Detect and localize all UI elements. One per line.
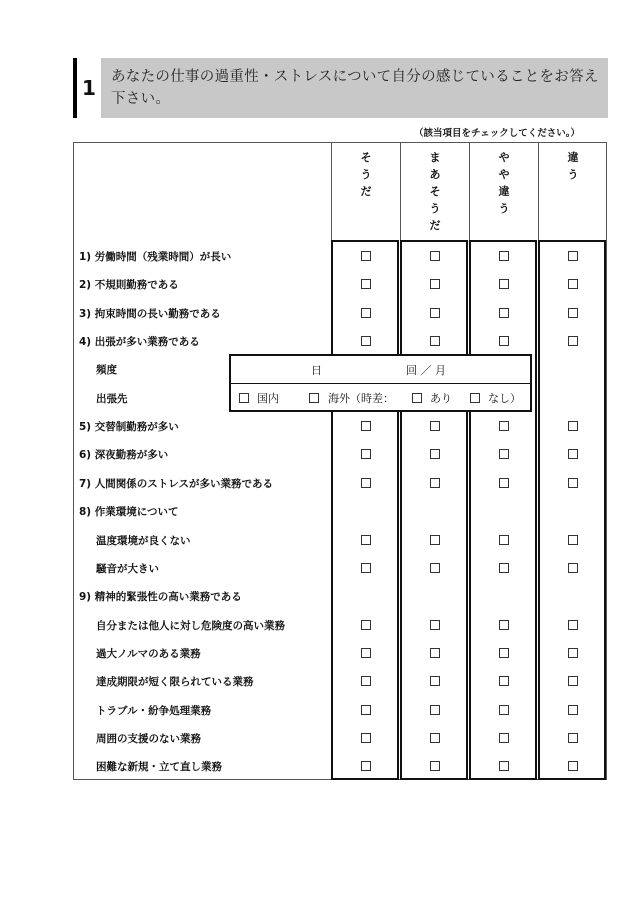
row-label: 2) 不規則勤務である [79, 279, 179, 292]
answer-checkbox[interactable] [361, 733, 371, 743]
answer-checkbox[interactable] [568, 648, 578, 658]
answer-checkbox[interactable] [568, 421, 578, 431]
answer-checkbox[interactable] [499, 620, 509, 630]
row-label: 6) 深夜勤務が多い [79, 449, 169, 462]
answer-checkbox[interactable] [499, 705, 509, 715]
time-diff-no-label: なし） [488, 392, 521, 405]
row-label: 3) 拘束時間の長い勤務である [79, 307, 221, 320]
answer-checkbox[interactable] [568, 676, 578, 686]
answer-checkbox[interactable] [361, 308, 371, 318]
answer-checkbox[interactable] [568, 308, 578, 318]
answer-checkbox[interactable] [361, 563, 371, 573]
answer-checkbox[interactable] [361, 449, 371, 459]
row-label: 過大ノルマのある業務 [96, 647, 201, 660]
time-diff-no-checkbox[interactable] [470, 393, 480, 403]
row-label: 8) 作業環境について [79, 506, 179, 519]
choice-column-chigau [538, 240, 606, 780]
answer-checkbox[interactable] [361, 676, 371, 686]
answer-checkbox[interactable] [430, 648, 440, 658]
question-header [73, 58, 608, 118]
answer-checkbox[interactable] [361, 251, 371, 261]
choice-column-maa-sou-da [400, 240, 468, 780]
row-label: 困難な新規・立て直し業務 [96, 761, 222, 774]
frequency-day-label: 日 [311, 364, 322, 377]
row-label: 達成期限が短く限られている業務 [96, 676, 254, 689]
answer-checkbox[interactable] [568, 336, 578, 346]
row-label: 騒音が大きい [96, 562, 159, 575]
domestic-checkbox[interactable] [239, 393, 249, 403]
answer-checkbox[interactable] [430, 279, 440, 289]
answer-checkbox[interactable] [499, 535, 509, 545]
time-diff-yes-checkbox[interactable] [412, 393, 422, 403]
row-label: 5) 交替制勤務が多い [79, 421, 179, 434]
answer-checkbox[interactable] [430, 449, 440, 459]
row-label: 9) 精神的緊張性の高い業務である [79, 591, 242, 604]
answer-checkbox[interactable] [361, 761, 371, 771]
answer-checkbox[interactable] [568, 705, 578, 715]
answer-checkbox[interactable] [430, 620, 440, 630]
answer-checkbox[interactable] [568, 620, 578, 630]
answer-checkbox[interactable] [361, 478, 371, 488]
overseas-checkbox[interactable] [309, 393, 319, 403]
row-label: 1) 労働時間（残業時間）が長い [79, 251, 232, 263]
answer-checkbox[interactable] [568, 478, 578, 488]
time-diff-yes-label: あり [430, 392, 452, 405]
answer-checkbox[interactable] [430, 563, 440, 573]
row-label: 頻度 [96, 364, 117, 377]
answer-checkbox[interactable] [361, 279, 371, 289]
answer-checkbox[interactable] [568, 761, 578, 771]
overseas-label: 海外（時差： [328, 392, 394, 405]
answer-checkbox[interactable] [568, 279, 578, 289]
answer-checkbox[interactable] [499, 733, 509, 743]
answer-checkbox[interactable] [430, 421, 440, 431]
answer-checkbox[interactable] [568, 733, 578, 743]
answer-checkbox[interactable] [430, 251, 440, 261]
answer-checkbox[interactable] [568, 563, 578, 573]
answer-checkbox[interactable] [499, 251, 509, 261]
row-label: 自分または他人に対し危険度の高い業務 [96, 619, 285, 632]
answer-checkbox[interactable] [499, 336, 509, 346]
instruction-note: （該当項目をチェックしてください。） [414, 128, 580, 139]
answer-checkbox[interactable] [361, 336, 371, 346]
answer-checkbox[interactable] [568, 535, 578, 545]
row-label: 出張先 [96, 392, 128, 405]
answer-checkbox[interactable] [499, 648, 509, 658]
answer-checkbox[interactable] [430, 761, 440, 771]
row-label: トラブル・紛争処理業務 [96, 704, 212, 717]
answer-checkbox[interactable] [430, 733, 440, 743]
column-header-1: まあそうだ [429, 151, 441, 232]
row-label: 7) 人間関係のストレスが多い業務である [79, 477, 273, 490]
question-number-box [73, 58, 101, 118]
question-text: あなたの仕事の過重性・ストレスについて自分の感じていることをお答え下さい。 [111, 69, 599, 107]
business-trip-details-box [229, 354, 532, 412]
question-number: 1 [82, 76, 96, 100]
row-label: 温度環境が良くない [96, 534, 191, 547]
answer-checkbox[interactable] [499, 449, 509, 459]
choice-column-sou-da [331, 240, 399, 780]
answer-checkbox[interactable] [361, 648, 371, 658]
answer-checkbox[interactable] [430, 535, 440, 545]
answer-checkbox[interactable] [568, 449, 578, 459]
answer-checkbox[interactable] [430, 705, 440, 715]
answer-checkbox[interactable] [430, 478, 440, 488]
choice-column-yaya-chigau [469, 240, 537, 780]
answer-checkbox[interactable] [499, 563, 509, 573]
divider [231, 383, 530, 384]
answer-checkbox[interactable] [361, 620, 371, 630]
row-label: 周囲の支援のない業務 [96, 732, 201, 745]
answer-checkbox[interactable] [499, 308, 509, 318]
answer-checkbox[interactable] [361, 535, 371, 545]
answer-checkbox[interactable] [361, 705, 371, 715]
answer-checkbox[interactable] [568, 251, 578, 261]
column-header-0: そうだ [360, 151, 372, 198]
answer-checkbox[interactable] [499, 279, 509, 289]
answer-checkbox[interactable] [430, 676, 440, 686]
answer-checkbox[interactable] [361, 421, 371, 431]
answer-checkbox[interactable] [499, 676, 509, 686]
row-label: 4) 出張が多い業務である [79, 336, 200, 349]
domestic-label: 国内 [257, 392, 279, 405]
column-header-3: 違う [567, 151, 579, 181]
column-header-2: やや違う [498, 151, 510, 215]
answer-checkbox[interactable] [499, 478, 509, 488]
answer-checkbox[interactable] [499, 761, 509, 771]
answer-checkbox[interactable] [430, 336, 440, 346]
answer-checkbox[interactable] [430, 308, 440, 318]
answer-checkbox[interactable] [499, 421, 509, 431]
frequency-count-label: 回 ／ 月 [406, 364, 446, 377]
